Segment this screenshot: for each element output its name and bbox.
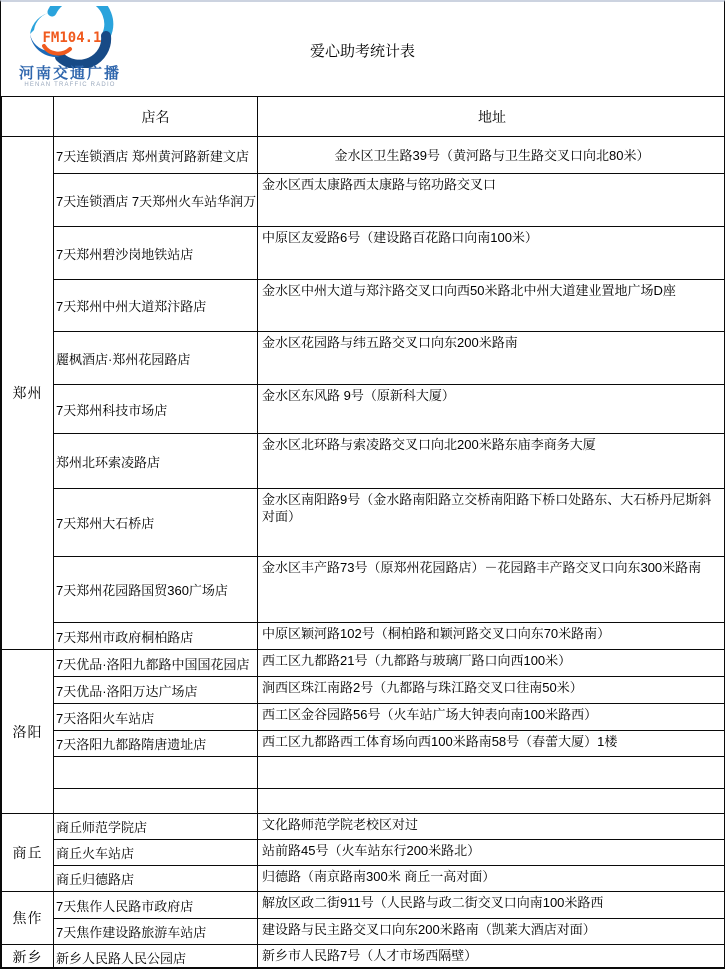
logo-name-en: HENAN TRAFFIC RADIO [24, 82, 116, 88]
store-address: 金水区南阳路9号（金水路南阳路立交桥南阳路下桥口处路东、大石桥丹尼斯斜对面） [258, 489, 726, 557]
table-row [2, 137, 726, 174]
store-address: 金水区卫生路39号（黄河路与卫生路交叉口向北80米） [258, 137, 726, 174]
store-address: 西工区金谷园路56号（火车站广场大钟表向南100米路西） [258, 704, 726, 731]
table-row [2, 650, 726, 677]
table-row [2, 332, 726, 385]
store-name [54, 789, 258, 814]
store-name: 商丘归德路店 [54, 866, 258, 892]
store-name: 7天郑州中州大道郑汴路店 [54, 280, 258, 332]
table-row [2, 677, 726, 704]
store-name: 7天连锁酒店 7天郑州火车站华润万 [54, 174, 258, 227]
store-name: 7天焦作建设路旅游车站店 [54, 919, 258, 945]
store-name: 7天郑州花园路国贸360广场店 [54, 557, 258, 623]
store-address: 金水区中州大道与郑汴路交叉口向西50米路北中州大道建业置地广场D座 [258, 280, 726, 332]
store-name: 麗枫酒店·郑州花园路店 [54, 332, 258, 385]
store-address: 中原区颖河路102号（桐柏路和颖河路交叉口向东70米路南） [258, 623, 726, 650]
region-label-zhengzhou: 郑州 [2, 137, 54, 650]
store-name: 7天焦作人民路市政府店 [54, 892, 258, 919]
page-title: 爱心助考统计表 [309, 43, 415, 60]
logo-fm-text: FM104.1 [42, 30, 102, 46]
store-address [258, 789, 726, 814]
store-name: 7天洛阳九都路隋唐遗址店 [54, 731, 258, 757]
store-address: 解放区政二街911号（人民路与政二街交叉口向南100米路西 [258, 892, 726, 919]
store-name: 7天郑州大石桥店 [54, 489, 258, 557]
header-region [2, 97, 54, 137]
store-name: 商丘师范学院店 [54, 814, 258, 840]
table-row [2, 919, 726, 945]
store-name: 新乡人民路人民公园店 [54, 945, 258, 970]
region-label-luoyang: 洛阳 [2, 650, 54, 814]
table-row [2, 174, 726, 227]
store-address [258, 757, 726, 789]
table-row [2, 623, 726, 650]
logo-name-cn: 河南交通广播 [18, 65, 121, 82]
store-name: 7天郑州市政府桐柏路店 [54, 623, 258, 650]
store-name [54, 757, 258, 789]
table-row [2, 434, 726, 489]
table-row [2, 866, 726, 892]
store-address: 金水区花园路与纬五路交叉口向东200米路南 [258, 332, 726, 385]
region-label-shangqiu: 商丘 [2, 814, 54, 892]
store-name: 7天优品·洛阳万达广场店 [54, 677, 258, 704]
table-row [2, 945, 726, 970]
store-address: 金水区丰产路73号（原郑州花园路店）－花园路丰产路交叉口向东300米路南 [258, 557, 726, 623]
table-row [2, 227, 726, 280]
store-address: 西工区九都路西工体育场向西100米路南58号（春蕾大厦）1楼 [258, 731, 726, 757]
store-name: 7天洛阳火车站店 [54, 704, 258, 731]
table-row [2, 789, 726, 814]
table-row [2, 892, 726, 919]
store-address: 中原区友爱路6号（建设路百花路口向南100米） [258, 227, 726, 280]
store-name: 7天郑州科技市场店 [54, 385, 258, 434]
store-name: 商丘火车站店 [54, 840, 258, 866]
store-address: 金水区东风路 9号（原新科大厦） [258, 385, 726, 434]
store-table [1, 96, 725, 969]
region-label-xinxiang: 新乡 [2, 945, 54, 970]
store-name: 7天连锁酒店 郑州黄河路新建文店 [54, 137, 258, 174]
store-address: 金水区北环路与索凌路交叉口向北200米路东庙李商务大厦 [258, 434, 726, 489]
store-address: 金水区西太康路西太康路与铭功路交叉口 [258, 174, 726, 227]
table-row [2, 489, 726, 557]
table-row [2, 704, 726, 731]
store-address: 西工区九都路21号（九都路与玻璃厂路口向西100米） [258, 650, 726, 677]
title-band [1, 2, 724, 96]
store-address: 建设路与民主路交叉口向东200米路南（凯莱大酒店对面） [258, 919, 726, 945]
table-row [2, 557, 726, 623]
region-label-jiaozuo: 焦作 [2, 892, 54, 945]
store-address: 涧西区珠江南路2号（九都路与珠江路交叉口往南50米） [258, 677, 726, 704]
store-address: 新乡市人民路7号（人才市场西隔壁） [258, 945, 726, 970]
store-name: 郑州北环索凌路店 [54, 434, 258, 489]
table-row [2, 757, 726, 789]
store-address: 归德路（南京路南300米 商丘一高对面） [258, 866, 726, 892]
table-row [2, 840, 726, 866]
header-store: 店名 [54, 97, 258, 137]
store-address: 站前路45号（火车站东行200米路北） [258, 840, 726, 866]
header-address: 地址 [258, 97, 726, 137]
table-row [2, 814, 726, 840]
table-row [2, 280, 726, 332]
table-row [2, 731, 726, 757]
store-name: 7天郑州碧沙岗地铁站店 [54, 227, 258, 280]
store-name: 7天优品·洛阳九都路中国国花园店 [54, 650, 258, 677]
table-row [2, 385, 726, 434]
header-row [2, 97, 726, 137]
store-address: 文化路师范学院老校区对过 [258, 814, 726, 840]
